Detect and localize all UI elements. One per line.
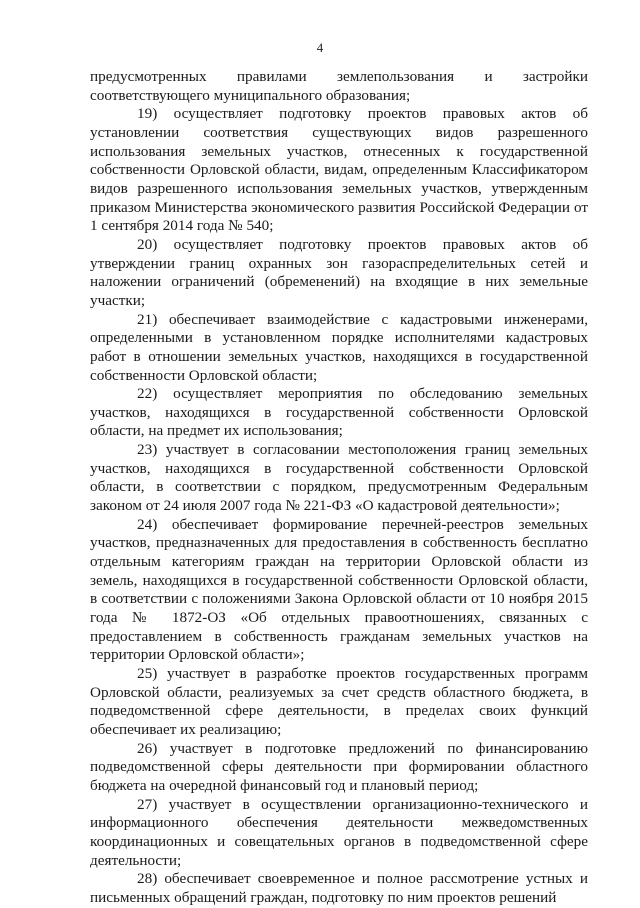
paragraph-item-27: 27) участвует в осуществлении организационно-технического и информационного обеспечения деятельности межведомственных координационных и совещательных органов в подведомственной сфере деятельности; [90, 795, 588, 869]
paragraph-item-21: 21) обеспечивает взаимодействие с кадастровыми инженерами, определенными в установленном порядке исполнителями кадастровых работ в отношении земельных участков, находящихся в государственной собственности Орловской области; [90, 310, 588, 384]
paragraph-continuation: предусмотренных правилами землепользования и застройки соответствующего муниципального образования; [90, 68, 588, 104]
paragraph-item-22: 22) осуществляет мероприятия по обследованию земельных участков, находящихся в государственной собственности Орловской области, на предмет их использования; [90, 385, 588, 440]
page-number: 4 [316, 40, 324, 55]
paragraph-item-25: 25) участвует в разработке проектов государственных программ Орловской области, реализуемых за счет средств областного бюджета, в подведомственной сфере деятельности, в пределах своих функций обеспечивает их реализацию; [90, 665, 588, 738]
paragraph-item-19: 19) осуществляет подготовку проектов правовых актов об установлении соответствия существующих видов разрешенного использования земельных участков, отнесенных к государственной собственности Орловской области, видам, определенным Классификатором видов разрешенного использования земельных участков, утвержденным приказом Министерства экономического развития Российской Федерации от 1 сентября 2014 года № 540; [90, 105, 588, 235]
document-body [90, 68, 588, 908]
paragraph-item-26: 26) участвует в подготовке предложений по финансированию подведомственной сферы деятельности при формировании областного бюджета на очередной финансовый год и плановый период; [90, 739, 588, 794]
paragraph-item-24: 24) обеспечивает формирование перечней-реестров земельных участков, предназначенных для предоставления в собственность бесплатно отдельным категориям граждан на территории Орловской области из земель, находящихся в государственной собственности Орловской области, в соответствии с положениями Закона Орловской области от 10 ноября 2015 года № 1872-ОЗ «Об отдельных правоотношениях, связанных с предоставлением в собственность гражданам земельных участков на территории Орловской области»; [90, 515, 588, 664]
paragraph-item-23: 23) участвует в согласовании местоположения границ земельных участков, находящихся в государственной собственности Орловской области, в соответствии с порядком, предусмотренным Федеральным законом от 24 июля 2007 года № 221-ФЗ «О кадастровой деятельности»; [90, 441, 588, 515]
paragraph-item-28: 28) обеспечивает своевременное и полное рассмотрение устных и письменных обращений граждан, подготовку по ним проектов решений [90, 870, 588, 906]
paragraph-item-20: 20) осуществляет подготовку проектов правовых актов об утверждении границ охранных зон газораспределительных сетей и наложении ограничений (обременений) на входящие в них земельные участки; [90, 235, 588, 309]
